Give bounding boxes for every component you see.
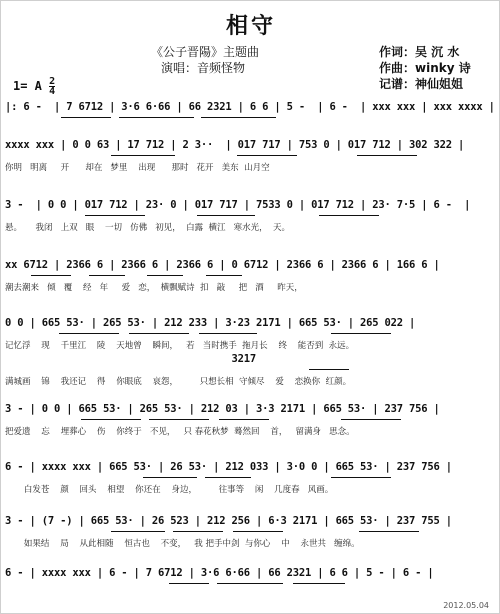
notation-line: 3 - | 0 0 | 017 712 | 23· 0 | 017 717 | 7533 0 | 017 712 | 23· 7·5 | 6 - | [5, 199, 471, 211]
notation-line: |: 6 - | 7 6712 | 3·6 6·66 | 66 2321 | 6 6 | 5 - | 6 - | xxx xxx | xxx xxxx | [5, 101, 495, 113]
notation-line: xx 6712 | 2366 6 | 2366 6 | 2366 6 | 0 6712 | 2366 6 | 2366 6 | 166 6 | [5, 259, 440, 271]
footer-date: 2012.05.04 [443, 601, 489, 610]
lyricist: 作词：吴 沉 水 [379, 45, 460, 59]
lyrics-line: 你明 明离 开 却在 梦里 出现 那时 花开 美东 山月空 [5, 163, 270, 173]
notation-line: 0 0 | 665 53· | 265 53· | 212 233 | 3·23 2171 | 665 53· | 265 022 | [5, 317, 416, 329]
lyrics-line: 潮去潮来 倾 覆 经 年 爱 恋， 横飘赋诗 扣 敲 把 酒 昨天， [5, 283, 303, 293]
key-signature: 1= A $\frac{2}{4}$ [13, 76, 56, 97]
transcriber: 记谱：神仙姐姐 [379, 77, 464, 91]
lyrics-line: 悬。 我闭 上双 眼 一切 仿佛 初见， 白露 横江 寒水光， 天。 [5, 223, 291, 233]
notation-line: 6 - | xxxx xxx | 6 - | 7 6712 | 3·6 6·66 | 66 2321 | 6 6 | 5 - | 6 - | [5, 567, 434, 579]
notation-line: 3 - | (7 -) | 665 53· | 26 523 | 212 256 | 6·3 2171 | 665 53· | 237 755 | [5, 515, 452, 527]
notation-line: 6 - | xxxx xxx | 665 53· | 26 53· | 212 033 | 3·0 0 | 665 53· | 237 756 | [5, 461, 452, 473]
notation-line: xxxx xxx | 0 0 63 | 17 712 | 2 3·· | 017 717 | 753 0 | 017 712 | 302 322 | [5, 139, 465, 151]
composer: 作曲：winky 诗 [379, 61, 471, 75]
notation-line: 3217 [5, 353, 256, 365]
singer: 演唱：音频怪物 [161, 61, 246, 75]
subtitle: 《公子晋陽》主题曲 [151, 45, 260, 59]
lyrics-line: 白发苍 颜 回头 相望 你还在 身边， 往事等 闲 几度春 风画。 [5, 485, 334, 495]
lyrics-line: 如果结 局 从此相随 恒古也 不变， 我 把手中剑 与你心 中 永世共 缠绵。 [5, 539, 360, 549]
lyrics-line: 记忆浮 现 千里江 陵 天地曾 瞬间， 若 当时携手 拖月长 终 能否到 永远。 [5, 341, 355, 351]
time-signature: $\frac{2}{4}$ [49, 76, 56, 97]
lyrics-line: 满城画 锦 我还记 得 你眼底 哀怨， 只想长相 守倾尽 爱 恋换你 红颜。 [5, 377, 352, 387]
lyrics-line: 把爱遗 忘 埋葬心 伤 你终于 不见， 只 春花秋梦 蓦然回 首， 留满身 思念。 [5, 427, 355, 437]
notation-line: 3 - | 0 0 | 665 53· | 265 53· | 212 03 | 3·3 2171 | 665 53· | 237 756 | [5, 403, 440, 415]
song-title: 相守 [225, 14, 276, 39]
